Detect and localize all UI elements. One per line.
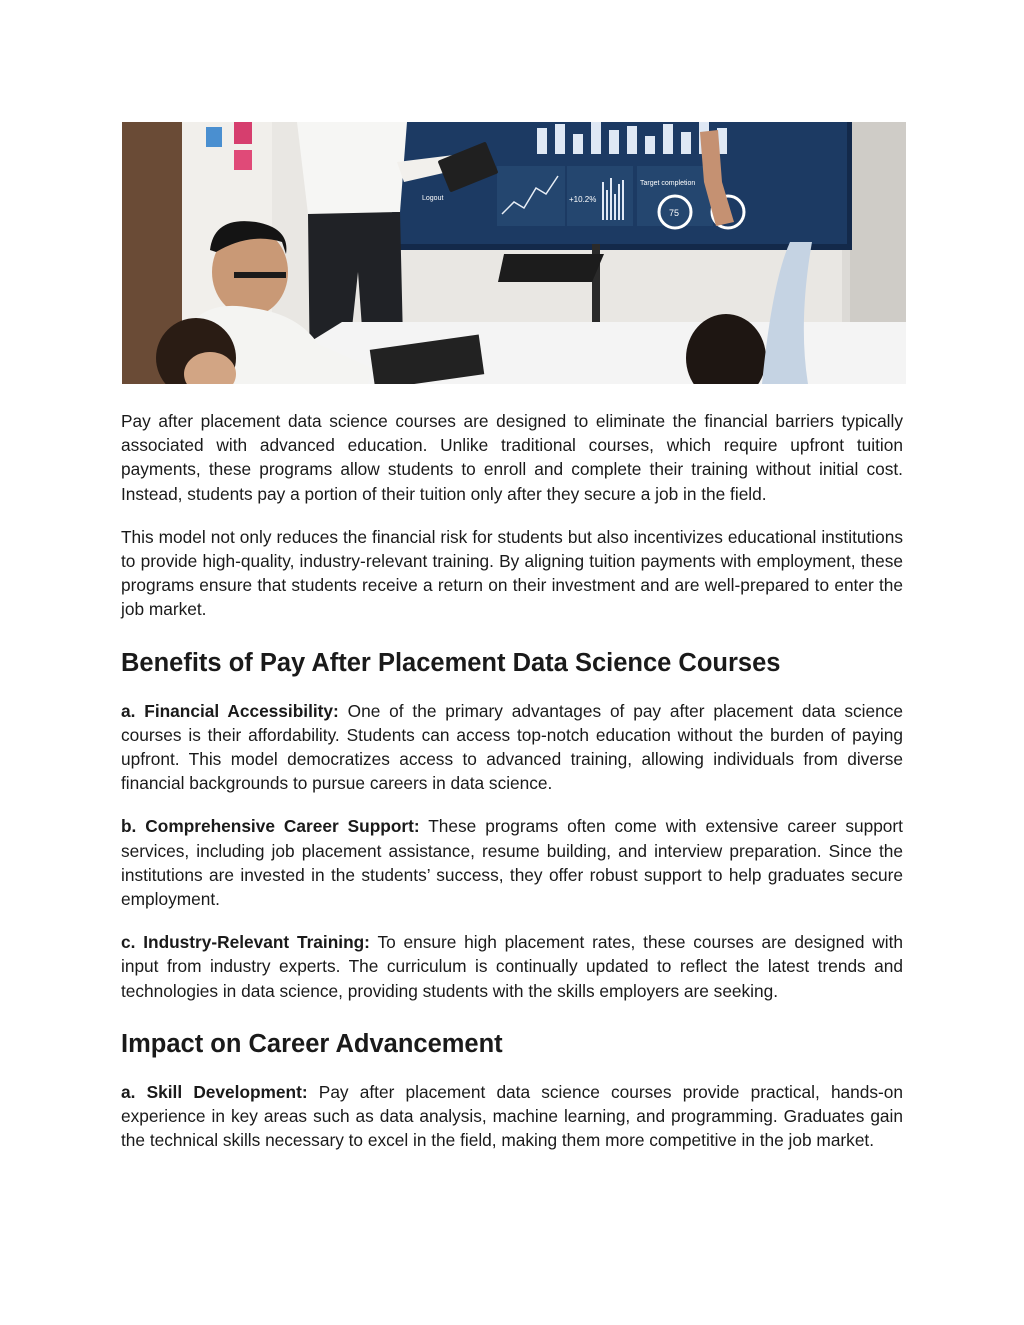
benefits-heading: Benefits of Pay After Placement Data Science Courses [121, 648, 781, 677]
benefit-label: b. Comprehensive Career Support: [121, 816, 420, 837]
benefit-text: To ensure high placement rates, these courses are designed with input from industry experts. The curriculum is continually updated to reflect the latest trends and technologies in data science, providing students with the skills employers are seeking. [121, 932, 903, 1001]
impact-label: a. Skill Development: [121, 1081, 308, 1102]
benefit-item [121, 814, 903, 911]
benefit-text: These programs often come with extensive career support services, including job placement assistance, resume building, and interview preparation. Since the institutions are invested in the students’ success, they offer robust support to help graduates secure employment. [121, 816, 903, 910]
benefit-item [121, 930, 903, 1003]
benefit-text: One of the primary advantages of pay after placement data science courses is their affordability. Students can access top-notch education without the burden of paying upfront. This model democratizes access to advanced training, allowing individuals from diverse financial backgrounds to pursue careers in data science. [121, 700, 903, 794]
impact-text: Pay after placement data science courses provide practical, hands-on experience in key areas such as data analysis, machine learning, and programming. Graduates gain the technical skills necessary to excel in the field, making them more competitive in the job market. [121, 1081, 904, 1151]
intro-paragraph-1: Pay after placement data science courses are designed to eliminate the financial barriers typically associated with advanced education. Unlike traditional courses, which require upfront tuition payments, these programs allow students to enroll and complete their training without initial cost. Instead, students pay a portion of their tuition only after they secure a job in the field. [121, 411, 903, 504]
benefit-label: a. Financial Accessibility: [121, 700, 339, 721]
benefit-label: c. Industry-Relevant Training: [121, 932, 370, 953]
intro-paragraph-2: This model not only reduces the financial risk for students but also incentivizes educational institutions to provide high-quality, industry-relevant training. By aligning tuition payments with employment, these programs ensure that students receive a return on their investment and are well-prepared to enter the job market. [121, 526, 903, 620]
meeting-photo-illustration [122, 122, 906, 384]
hero-image [122, 122, 906, 384]
article-content [121, 409, 903, 1171]
impact-heading: Impact on Career Advancement [121, 1029, 503, 1058]
impact-item [121, 1080, 903, 1153]
board-logout-label: Logout [422, 195, 444, 202]
benefit-item [121, 699, 903, 796]
board-target-label: Target completion [640, 180, 696, 187]
board-gauge-value: 75 [669, 208, 680, 218]
board-stat-value: +10.2% [569, 195, 597, 204]
